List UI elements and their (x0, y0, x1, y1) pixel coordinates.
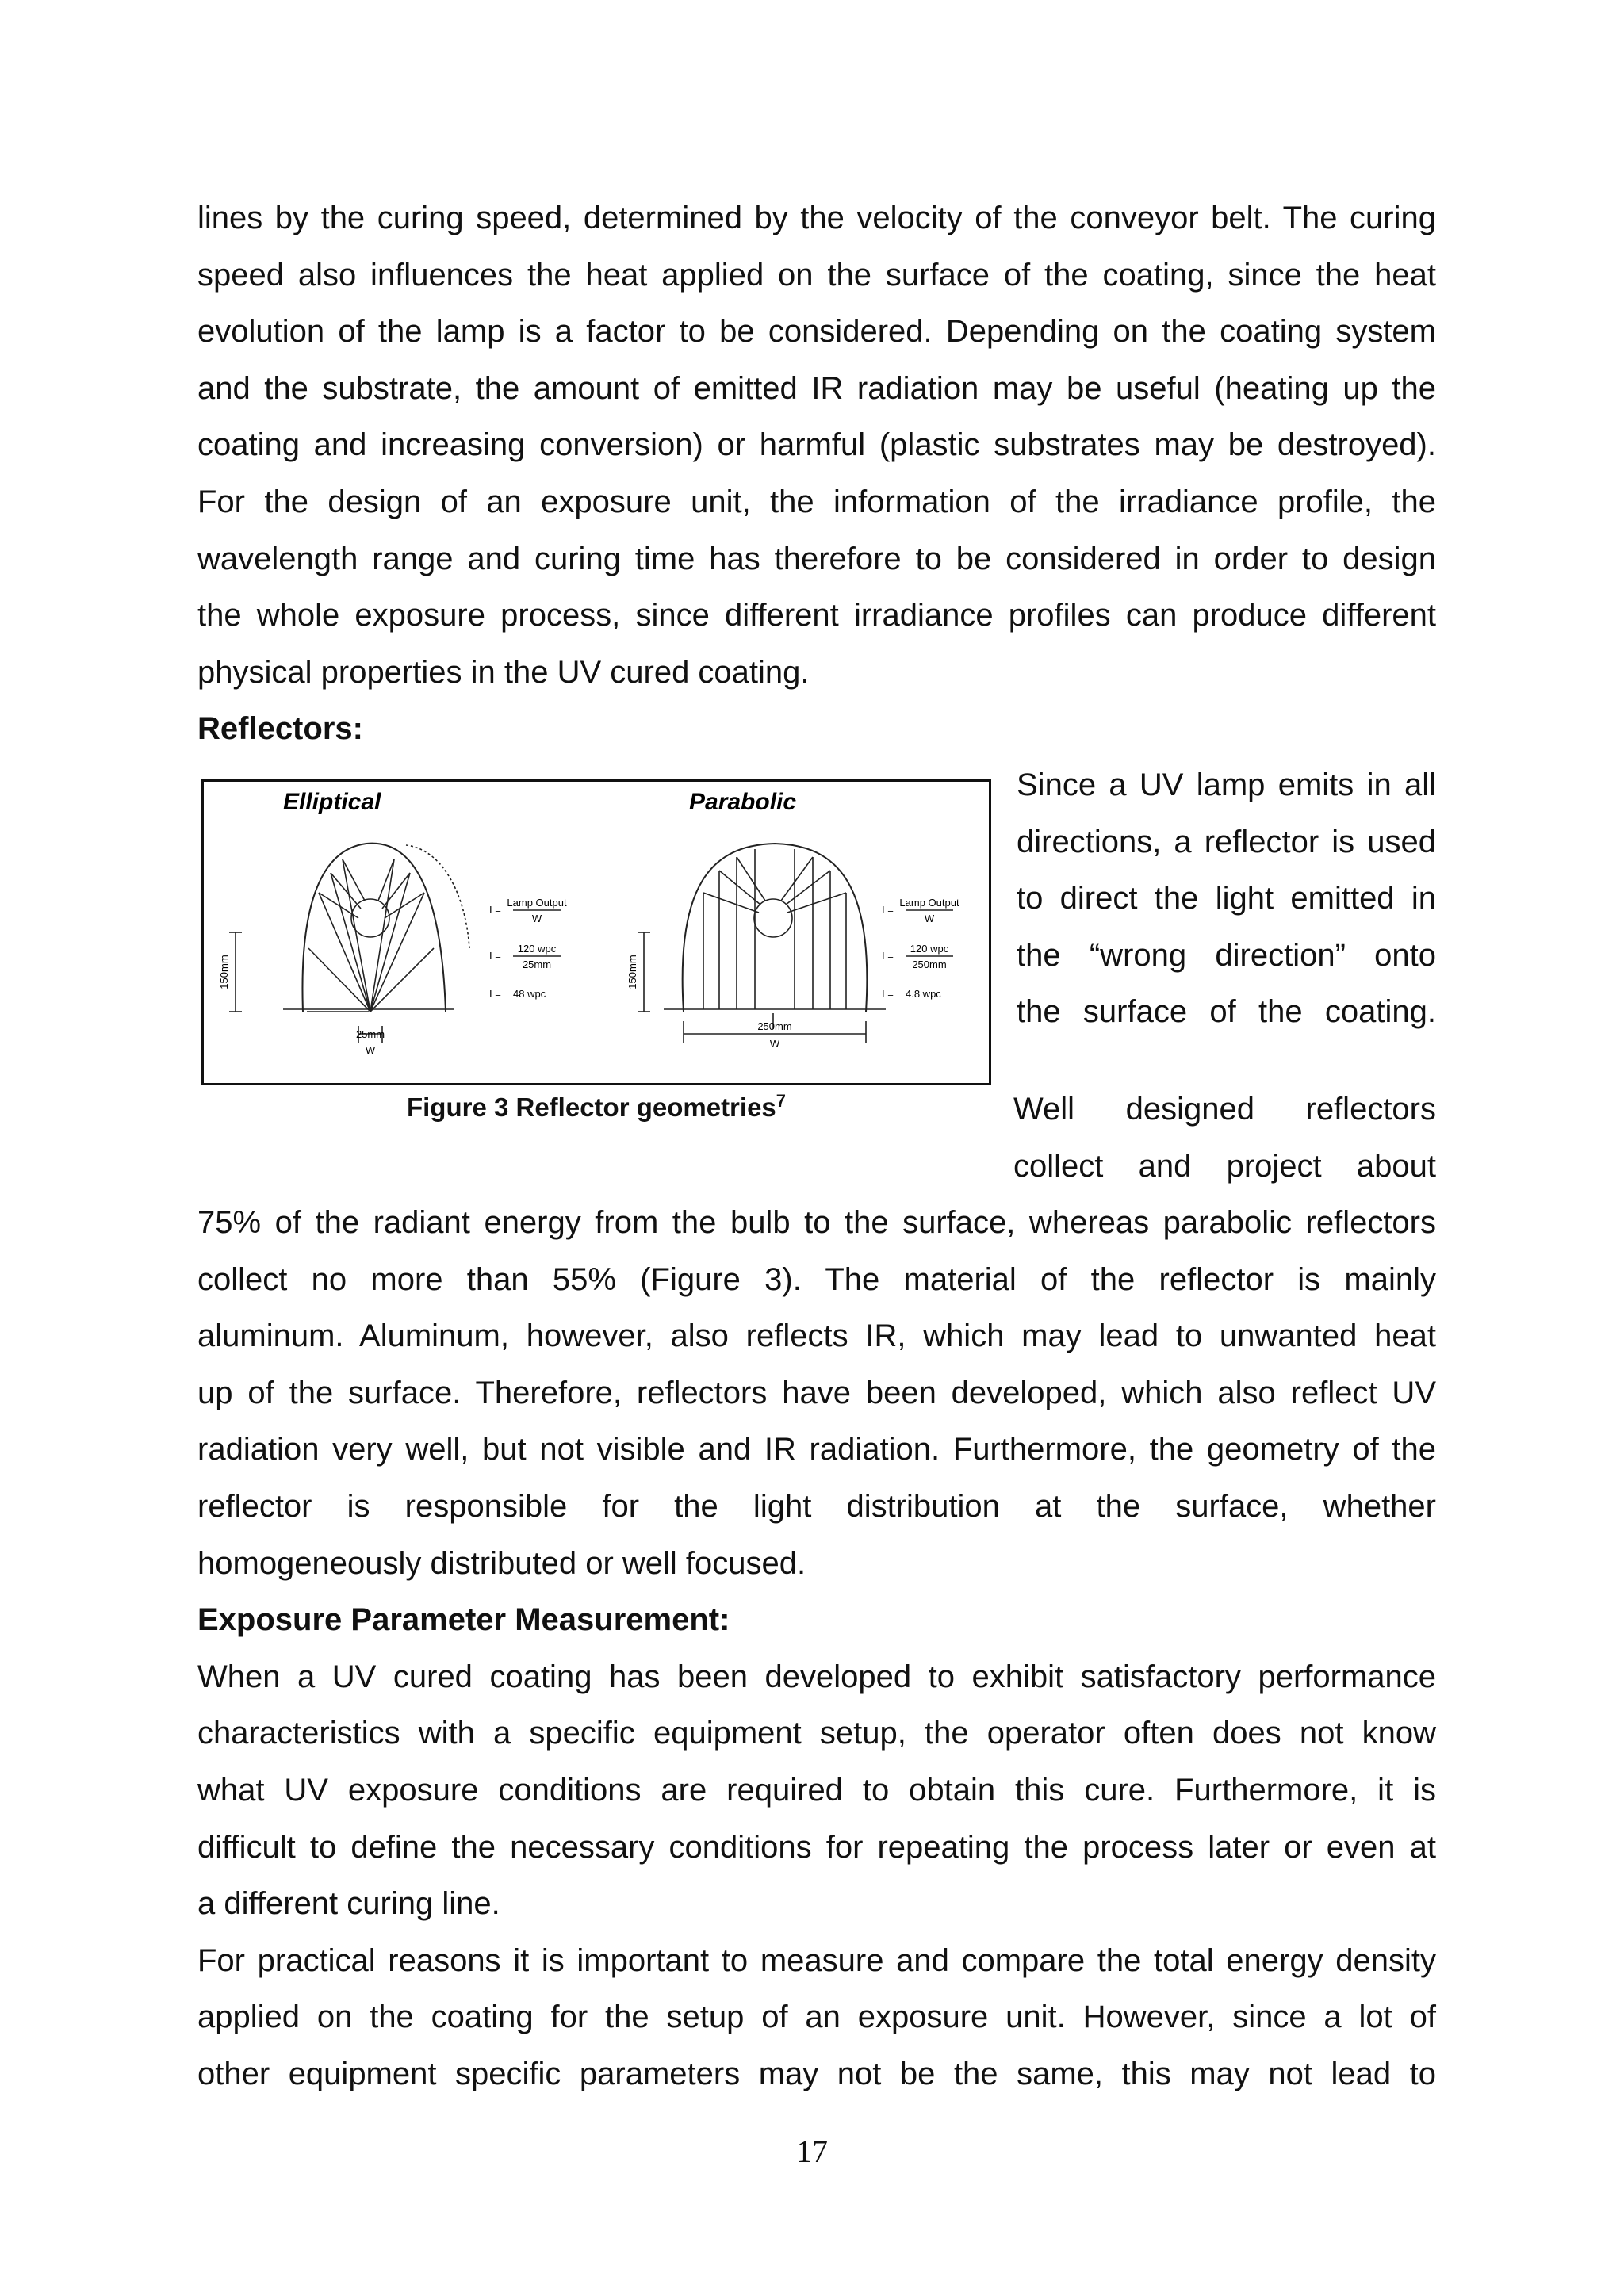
elliptical-width-label: 25mm (355, 1028, 385, 1040)
elliptical-height-label: 150mm (218, 955, 230, 989)
text-line: radiation very well, but not visible and IR radiation. Furthermore, the geometry of the (197, 1432, 1436, 1468)
text-line: physical properties in the UV cured coating. (197, 654, 810, 690)
text-line: aluminum. Aluminum, however, also reflects IR, which may lead to unwanted heat (197, 1318, 1436, 1354)
text-line: characteristics with a specific equipment setup, the operator often does not know (197, 1716, 1436, 1751)
text-line: a different curing line. (197, 1886, 500, 1922)
text-line: reflector is responsible for the light distribution at the surface, whether (197, 1488, 1436, 1524)
elliptical-reflector (229, 844, 469, 1043)
elliptical-i-label: I = (489, 904, 501, 916)
parabolic-formula-mid: 120 wpc (910, 943, 949, 955)
parabolic-width-label: 250mm (757, 1020, 792, 1032)
side-line: the surface of the coating. (1017, 994, 1436, 1030)
elliptical-i-label: I = (489, 950, 501, 962)
parabolic-formula-top-den: W (924, 913, 935, 924)
side-line: collect and project about (1013, 1148, 1436, 1184)
heading-reflectors: Reflectors: (197, 711, 363, 747)
text-line: 75% of the radiant energy from the bulb to the surface, whereas parabolic reflectors (197, 1205, 1436, 1240)
parabolic-i-label: I = (882, 988, 894, 1000)
elliptical-formula-mid-den: 25mm (522, 959, 552, 970)
text-line: other equipment specific parameters may not be the same, this may not lead to (197, 2056, 1436, 2091)
elliptical-i-label: I = (489, 988, 501, 1000)
figure-caption (201, 1091, 991, 1123)
heading-exposure: Exposure Parameter Measurement: (197, 1602, 730, 1638)
text-line: evolution of the lamp is a factor to be considered. Depending on the coating system (197, 314, 1436, 350)
elliptical-formula-top: Lamp Output (507, 897, 567, 909)
text-line: coating and increasing conversion) or harmful (plastic substrates may be destroyed). (197, 427, 1436, 463)
text-line: speed also influences the heat applied on the surface of the coating, since the heat (197, 257, 1436, 293)
page-number: 17 (796, 2133, 828, 2169)
label-parabolic: Parabolic (689, 789, 797, 815)
parabolic-formula-top: Lamp Output (899, 897, 959, 909)
elliptical-formula-top-den: W (531, 913, 542, 924)
side-line: directions, a reflector is used (1017, 824, 1436, 859)
text-line: difficult to define the necessary conditions for repeating the process later or even at (197, 1829, 1436, 1865)
elliptical-w-label: W (365, 1044, 376, 1056)
text-line: For practical reasons it is important to measure and compare the total energy density (197, 1942, 1436, 1978)
caption-text: Figure 3 Reflector geometries (406, 1093, 776, 1122)
side-line: Well designed reflectors (1013, 1092, 1436, 1127)
text-line: lines by the curing speed, determined by the velocity of the conveyor belt. The curing (197, 201, 1436, 235)
side-line: Since a UV lamp emits in all (1017, 767, 1436, 802)
text-line: up of the surface. Therefore, reflectors have been developed, which also reflect UV (197, 1375, 1436, 1410)
text-line: When a UV cured coating has been developed to exhibit satisfactory performance (197, 1659, 1436, 1694)
parabolic-formula-mid-den: 250mm (912, 959, 947, 970)
side-text-continued (1013, 1081, 1436, 1195)
text-line: For the design of an exposure unit, the information of the irradiance profile, the (197, 484, 1436, 519)
parabolic-i-label: I = (882, 904, 894, 916)
side-line: to direct the light emitted in (1017, 881, 1436, 916)
side-text (1017, 757, 1436, 1041)
text-line: the whole exposure process, since different irradiance profiles can produce different (197, 598, 1436, 633)
elliptical-formula-bottom: 48 wpc (513, 988, 546, 1000)
parabolic-reflector (638, 844, 886, 1043)
parabolic-w-label: W (769, 1038, 780, 1050)
reflector-figure (201, 779, 991, 1085)
text-line: and the substrate, the amount of emitted IR radiation may be useful (heating up the (197, 370, 1436, 406)
text-line: wavelength range and curing time has therefore to be considered in order to design (197, 541, 1436, 576)
mid-paragraph (197, 1195, 1436, 2103)
text-line: homogeneously distributed or well focused. (197, 1545, 806, 1581)
caption-reference: 7 (776, 1091, 787, 1111)
parabolic-height-label: 150mm (626, 955, 638, 989)
text-line: applied on the coating for the setup of an exposure unit. However, since a lot of (197, 1999, 1436, 2035)
reflector-diagram (204, 782, 989, 1083)
top-paragraph (197, 190, 1436, 758)
label-elliptical: Elliptical (283, 789, 381, 815)
side-line: the “wrong direction” onto (1017, 937, 1436, 973)
parabolic-formula-bottom: 4.8 wpc (906, 988, 941, 1000)
elliptical-formula-mid: 120 wpc (517, 943, 557, 955)
text-line: collect no more than 55% (Figure 3). The material of the reflector is mainly (197, 1261, 1436, 1297)
text-line: what UV exposure conditions are required to obtain this cure. Furthermore, it is (197, 1772, 1436, 1808)
parabolic-i-label: I = (882, 950, 894, 962)
